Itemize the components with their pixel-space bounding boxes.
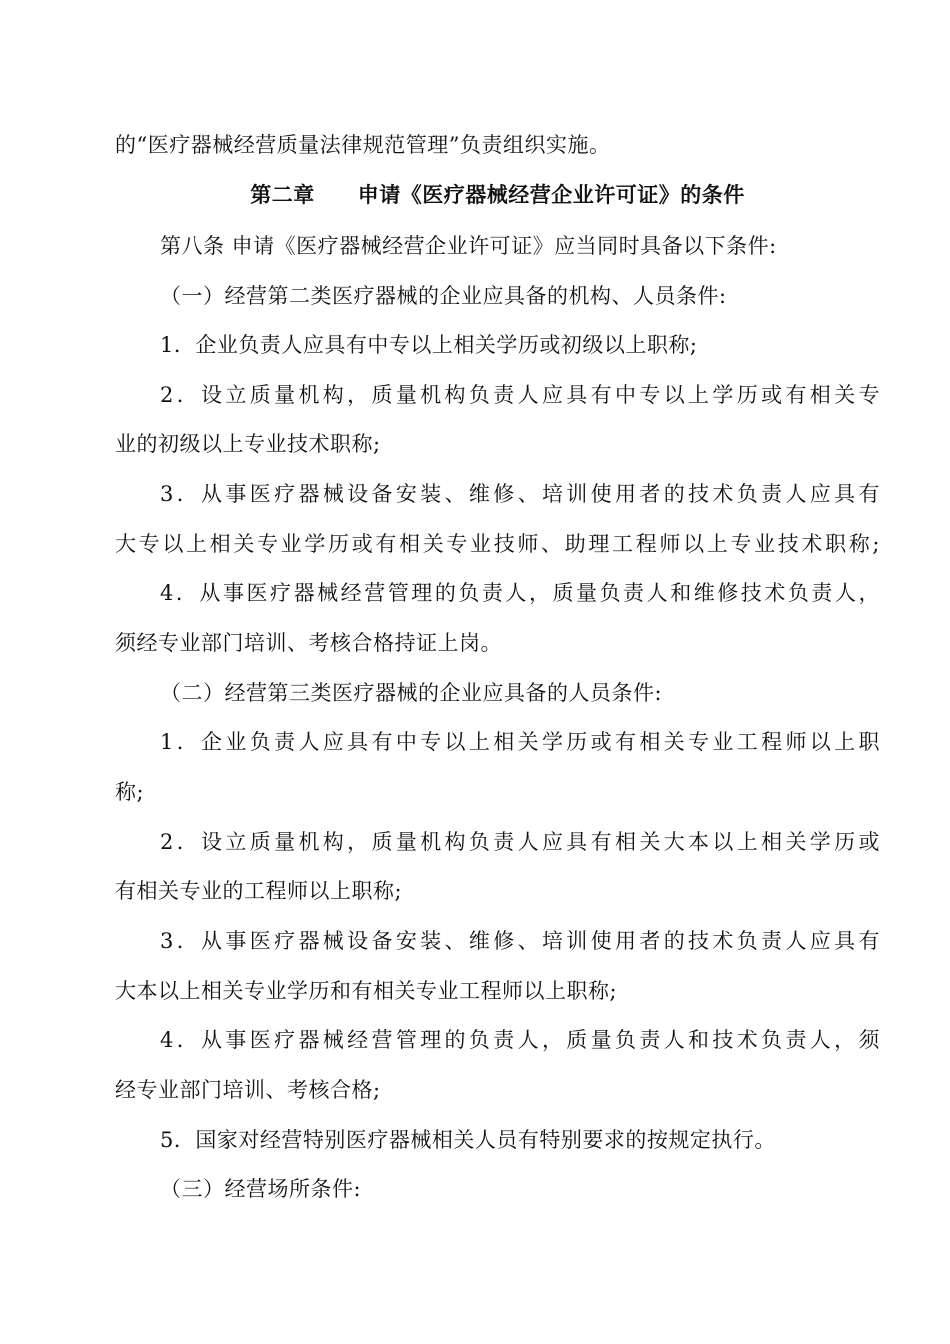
text-line: 4．从事医疗器械经营管理的负责人，质量负责人和维修技术负责人， [160,581,880,605]
text-line: 大本以上相关专业学历和有相关专业工程师以上职称; [115,979,618,1003]
text-line: 业的初级以上专业技术职称; [115,432,381,456]
text-line: 1．企业负责人应具有中专以上相关学历或初级以上职称; [160,333,698,357]
text-line: 大专以上相关专业学历或有相关专业技师、助理工程师以上专业技术职称; [115,532,880,556]
text-line: 须经专业部门培训、考核合格持证上岗。 [115,631,502,655]
text-line: 经专业部门培训、考核合格; [115,1078,381,1102]
text-line: 3．从事医疗器械设备安装、维修、培训使用者的技术负责人应具有 [160,929,880,953]
text-line: 5．国家对经营特别医疗器械相关人员有特别要求的按规定执行。 [160,1128,776,1152]
text-line: 有相关专业的工程师以上职称; [115,879,403,903]
article-line: 第八条 申请《医疗器械经营企业许可证》应当同时具备以下条件: [160,234,777,258]
text-line: 4．从事医疗器械经营管理的负责人，质量负责人和技术负责人，须 [160,1028,880,1052]
text-line: 的“医疗器械经营质量法律规范管理”负责组织实施。 [115,133,611,157]
section-heading: （一）经营第二类医疗器械的企业应具备的机构、人员条件: [160,284,727,308]
section-heading: （二）经营第三类医疗器械的企业应具备的人员条件: [160,681,663,705]
text-line: 1．企业负责人应具有中专以上相关学历或有相关专业工程师以上职 [160,730,880,754]
text-line: 称; [115,780,145,804]
section-heading: （三）经营场所条件: [160,1177,362,1201]
chapter-heading: 第二章 申请《医疗器械经营企业许可证》的条件 [250,183,745,207]
text-line: 3．从事医疗器械设备安装、维修、培训使用者的技术负责人应具有 [160,482,880,506]
text-line: 2．设立质量机构，质量机构负责人应具有相关大本以上相关学历或 [160,830,880,854]
text-line: 2．设立质量机构，质量机构负责人应具有中专以上学历或有相关专 [160,383,880,407]
